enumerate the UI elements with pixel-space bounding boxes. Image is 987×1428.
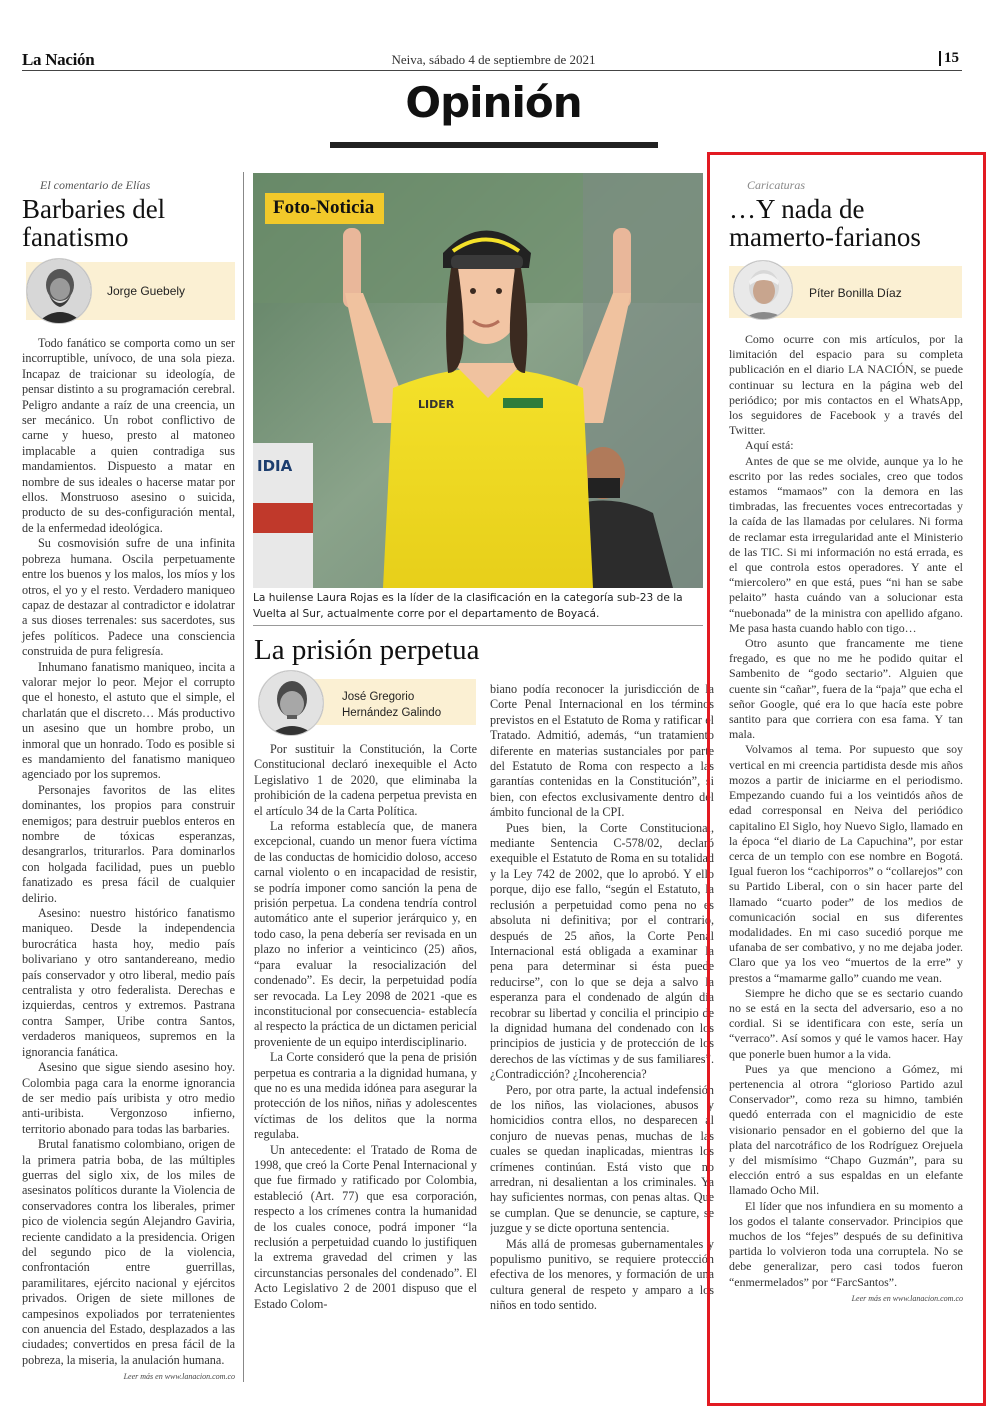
paragraph: El líder que nos infundiera en su momento a los godos el talante conservador. Principios que muchos de los “fejes” después de su definitiva partida lo volvieron toda una corruptela. No se debe generalizar, pero casi todos fueron “enmermelados” por “FarcSantos”. xyxy=(729,1198,963,1289)
newspaper-logo: La Nación xyxy=(22,50,95,69)
issue-date: Neiva, sábado 4 de septiembre de 2021 xyxy=(391,52,596,67)
paragraph: Su cosmovisión sufre de una infinita pobreza humana. Oscila perpetuamente entre los buenos y los malos, los míos y los otros, el yo y el resto. Verdadero maniqueo capaz de destazar al contradictor e idolatrar a sus dioses terrenales: sus sacerdotes, sus jefes políticos. Padece una consciencia construida de pura feligresía. xyxy=(22,536,235,659)
column-kicker: El comentario de Elías xyxy=(40,178,151,192)
paragraph: Pues ya que menciono a Gómez, mi pertenencia al otrora “glorioso Partido azul Conservador”, como reza su himno, también quedó enterrada con el magnicidio de este visionario pensador en el gobierno del que la plata del narcotráfico de los Rodríguez Orejuela y del mismísimo “Chapo Guzmán”, para su elección entró a sus espaldas en un elefante llamado Ocho Mil. xyxy=(729,1061,963,1198)
paragraph: La reforma establecía que, de manera excepcional, cuando un menor fuera víctima de las conductas de homicidio doloso, acceso carnal violento o en incapacidad de resistir, se podría imponer como sanción la pena de prisión perpetua. La condena tendría control automático ante el superior jerárquico y, en todo caso, la pena debería ser revisada en un plazo no inferior a veinticinco (25) años, “para evaluar la resocialización del condenado”. Es decir, la perpetuidad podía ser revocada. La Ley 2098 de 2021 -que es inconstitucional por consecuencia- establecía al respecto la práctica de un dictamen pericial proveniente de un equipo interdisciplinario. xyxy=(254,819,477,1049)
author-photo xyxy=(733,260,793,320)
banner-text: IDIA xyxy=(257,457,293,475)
section-title-rule xyxy=(330,142,658,148)
paragraph: Pero, por otra parte, la actual indefensión de los niños, las violaciones, abusos y homicidios contra ellos, no desparecen al conjuro de nuevas penas, muchas de las cuales se quedan inaplicadas, mientras los crímenes continúan. Está visto que no arredran, ni desalientan a los criminales. Ya hay suficientes normas, con penas altas. Que se cumplan. Que se denuncie, se capture, se juzgue y se dicte oportuna sentencia. xyxy=(490,1082,714,1236)
author-photo xyxy=(26,258,92,324)
paragraph: Otro asunto que francamente me tiene fregado, es que no me he podido quitar el Sambenito de “godo sectario”. Alguien que cuente sin “cañar”, fuera de la “paja” que echa el señor Google, qué era lo que hacía este pobre santito para que corriera con esa fama. Y tan mala. xyxy=(729,636,963,742)
paragraph: La Corte consideró que la pena de prisión perpetua es contraria a la dignidad humana, y que no es una medida idónea para asegurar la protección de los niños, niñas y adolescentes víctimas de los delitos que la norma regulaba. xyxy=(254,1050,477,1142)
paragraph: Asesino: nuestro histórico fanatismo maniqueo. Desde la independencia burocrática hasta hoy, medio país bolivariano y otro santandereano, medio país conservador y otro liberal, medio país centralista y otro federalista. Derechas e izquierdas, centros y extremos. Pastrana contra Samper, Uribe contra Santos, verdaderos maniqueos, supremos en la ignorancia fanática. xyxy=(22,906,235,1059)
paragraph: Como ocurre con mis artículos, por la limitación del espacio para su completa publicación en el diario LA NACIÓN, se puede continuar su lectura en la página web del periódico; por mis contactos en el WhatsApp, los seguidores de Facebook y a través del Twitter. xyxy=(729,332,963,438)
section-title: Opinión xyxy=(405,78,582,127)
article-body-right xyxy=(490,682,714,1382)
author-name-line2: Hernández Galindo xyxy=(342,707,442,719)
paragraph: Más allá de promesas gubernamentales y populismo punitivo, se requiere protección efectiva de los menores, y formación de una cultura general de respeto y amparo a los niños en todo sentido. xyxy=(490,1236,714,1313)
section-divider xyxy=(253,625,703,626)
column-kicker: Caricaturas xyxy=(747,178,806,192)
column-divider xyxy=(243,172,244,1382)
article-body xyxy=(729,332,963,1290)
read-more-link[interactable]: Leer más en www.lanacion.com.co xyxy=(851,1293,963,1303)
article-headline: …Y nada de mamerto-farianos xyxy=(729,194,921,252)
author-name: Jorge Guebely xyxy=(107,284,186,298)
paragraph: Volvamos al tema. Por supuesto que soy vertical en mi creencia partidista desde mis años mozos a partir de iniciarme en el periodismo. Empezando cuando fui a los veintidós años de edad corresponsal en Neiva del periódico capitalino El Siglo, hoy Nuevo Siglo, llamado en la época “el diario de La Capuchina”, por estar cerca de un templo con ese nombre en Bogotá. Igual fueron los “cachiporros” o “collarejos” con su Partido Liberal, con o sin hacer parte del llamado “cuarto poder” de los medios de comunicación social en sus diferentes modalidades. En mi caso sucedió porque me ufanaba de ser combativo, y no me dejaba joder. Claro que ya los veo “muertos de la erre” y prestos a “mamarme gallo” cuando me vean. xyxy=(729,742,963,985)
author-name: Píter Bonilla Díaz xyxy=(809,286,902,300)
paragraph: Brutal fanatismo colombiano, origen de la primera patria boba, de las múltiples guerras del siglo xix, de los miles de asesinatos políticos durante la Violencia de conservadores contra los liberales, primer pico de violencia según Alejandro Gaviria, reciente candidato a la presidencia. Origen del segundo pico de la violencia, confrontación entre guerrillas, paramilitares, ejército nacional y ejércitos privados. Origen de siete millones de campesinos expoliados por terratenientes con anuencia del Estado, desplazados a las ciudades; convertidos en presa fácil de la pobreza, la miseria, la anulación humana. xyxy=(22,1137,235,1367)
page-number: 15 xyxy=(939,51,959,66)
paragraph: biano podía reconocer la jurisdicción de la Corte Penal Internacional en los términos previstos en el Estatuto de Roma y ratificar el Tratado. Admitió, además, “un tratamiento diferente en materias sustanciales por parte del Estatuto de Roma con respecto a las garantías contenidas en la Constitución”, si bien, con efectos exclusivamente dentro del ámbito funcional de la CPI. xyxy=(490,682,714,820)
paragraph: Por sustituir la Constitución, la Corte Constitucional declaró inexequible el Acto Legislativo 1 de 2020, que eliminaba la prohibición de la cadena perpetua prevista en el artículo 34 de la Carta Política. xyxy=(254,742,477,818)
article-body xyxy=(22,336,235,1368)
paragraph: Personajes favoritos de las elites dominantes, los propios para construir enemigos; para destruir pueblos enteros en nombre de tóxicas esperanzas, desangrarlos, triturarlos. Para dominarlos con holgada facilidad, pues un pueblo fanatizado es presa fácil de cualquier delirio. xyxy=(22,782,235,905)
paragraph: Pues bien, la Corte Constitucional, mediante Sentencia C-578/02, declaró exequible el Estatuto de Roma en su totalidad y la Ley 742 de 2002, que lo aprobó. Y ello porque, dijo ese fallo, “según el Estatuto, la reclusión a perpetuidad como pena no es absoluta ni definitiva; por el contrario, después de 25 años, la Corte Penal Internacional está obligada a examinar la pena para determinar si ésta puede reducirse”, con lo que se deja a salvo la esperanza para el condenado de algún día recobrar su libertad y concilia el principio de la dignidad humana del condenado con los principios de justicia y de protección de los derechos de las víctimas y de sus familiares”. ¿Contradicción? ¿Incoherencia? xyxy=(490,820,714,1082)
photo-caption: La huilense Laura Rojas es la líder de la clasificación en la categoría sub-23 de la Vuelta al Sur, actualmente corre por el departamento de Boyacá. xyxy=(253,592,683,620)
author-name-line1: José Gregorio xyxy=(342,691,415,703)
article-headline: La prisión perpetua xyxy=(254,634,480,666)
paragraph: Siempre he dicho que se es sectario cuando no se está en la secta del adversario, eso a no cordial. Si se identificara con este, sería un “verraco”. Así somos y qué le vamos hacer. Hay que ponerle buen humor a la vida. xyxy=(729,985,963,1061)
author-photo xyxy=(258,670,324,736)
author-box xyxy=(258,676,476,728)
article-body-left xyxy=(254,742,477,1312)
author-box xyxy=(26,262,235,320)
paragraph: Asesino que sigue siendo asesino hoy. Colombia paga cara la enorme ignorancia de ser medio país uribista y otro medio anti-uribista. Vergonzoso infierno, territorio abonado para todas las barbaries. xyxy=(22,1060,235,1136)
paragraph: Antes de que se me olvide, aunque ya lo he escrito por las redes sociales, creo que todos estamos “mamaos” con la demora en las timbradas, las frecuentes voces entrecortadas y la caída de las llamadas por celulares. Ni forma de reclamar esta irregularidad ante el Ministerio de las TIC. Si mi información no está errada, es el que controla estos operadores. Y ante el “miercolero” en que está, pues “ni han se sabe pelaito” hasta cuándo van a solucionar esta “nuebonada” de la ministra con apellido afgano. Me pasa hasta cuando hablo con tigo… xyxy=(729,453,963,635)
masthead-rule xyxy=(22,70,962,71)
jersey-text: LIDER xyxy=(418,398,455,411)
article-headline: Barbaries del fanatismo xyxy=(22,194,166,252)
paragraph: Aquí está: xyxy=(745,438,794,453)
column-caricaturas xyxy=(729,178,963,1303)
foto-noticia-badge: Foto-Noticia xyxy=(265,193,384,224)
paragraph: Un antecedente: el Tratado de Roma de 1998, que creó la Corte Penal Internacional y que fue firmado y ratificado por Colombia, estableció (Art. 77) que esa corporación, respecto a los crímenes contra la humanidad de los cuales conoce, podrá imponer “la reclusión a perpetuidad cuando lo justifiquen la extrema gravedad del crimen y las circunstancias personales del condenado”. El Acto Legislativo 2 de 2001 dispuso que el Estado Colom- xyxy=(254,1142,477,1311)
read-more-link[interactable]: Leer más en www.lanacion.com.co xyxy=(123,1372,235,1382)
column-elias xyxy=(22,178,235,1381)
paragraph: Todo fanático se comporta como un ser incorruptible, unívoco, de una sola pieza. Incapaz de traicionar su ideología, de pensar distinto a su programación cerebral. Peligro andante a raíz de una creencia, un ser mecánico. Un robot conflictivo de carne y hueso, presto al matoneo implacable a quien contradiga sus mandamientos. Dispuesto a matar en nombre de sus ideales o hacerse matar por ellos. Monstruoso asesino o suicida, producto de su des-configuración mental, de la enfermedad ideológica. xyxy=(22,336,235,535)
paragraph: Inhumano fanatismo maniqueo, incita a valorar mejor lo peor. Mejor el corrupto que el honesto, el astuto que el simple, el charlatán que el discreto… Más productivo un asesino que un hombre probo, un inmoral que un honrado. Todo es posible si es mandamiento del fanatismo maniqueo agenciado por los supremos. xyxy=(22,659,235,782)
news-photo xyxy=(253,173,703,588)
author-box xyxy=(729,266,962,318)
